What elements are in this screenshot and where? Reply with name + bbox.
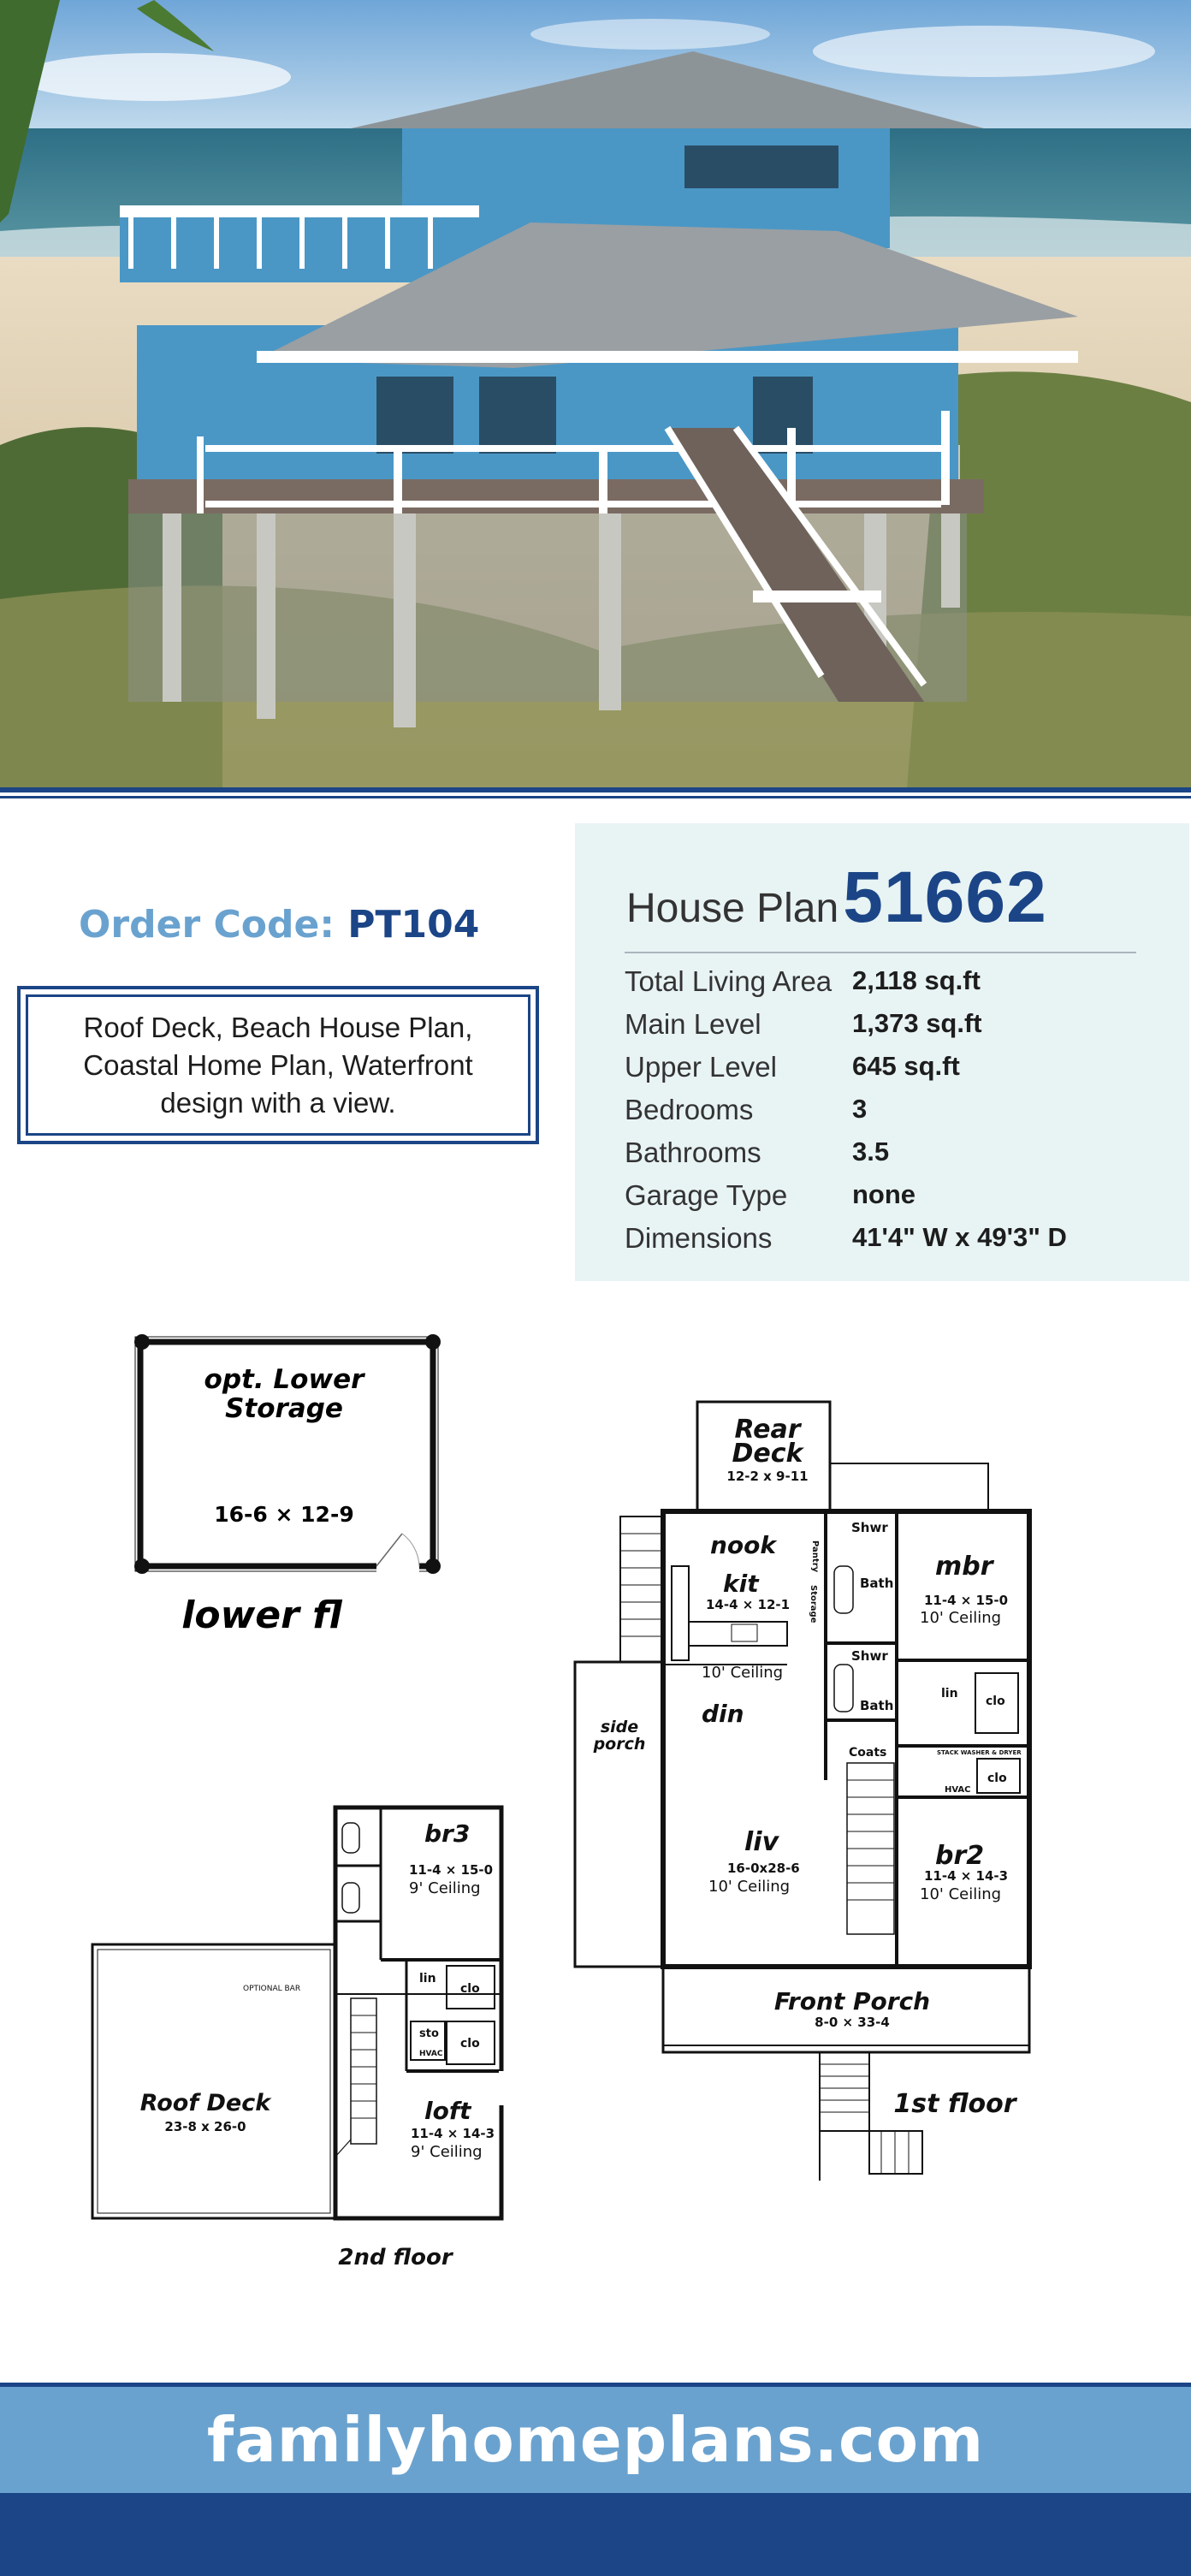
label-front-porch-dims: 8-0 × 33-4 [815, 2015, 890, 2030]
label-clo-4: clo [460, 2037, 480, 2051]
label-liv-ceiling: 10' Ceiling [708, 1878, 791, 1896]
floor-plans [0, 1284, 1191, 2379]
label-kit: kit [723, 1570, 759, 1598]
label-storage: Storage [809, 1585, 818, 1623]
label-shwr-1: Shwr [851, 1520, 888, 1535]
label-clo-1: clo [986, 1695, 1005, 1708]
label-loft: loft [424, 2097, 471, 2125]
label-nook: nook [710, 1531, 777, 1559]
label-mbr: mbr [935, 1552, 993, 1582]
plan-info-panel [575, 823, 1189, 1281]
order-code-value: PT104 [347, 903, 480, 947]
spec-label: Bathrooms [625, 1137, 761, 1168]
label-clo-3: clo [460, 1982, 480, 1996]
label-kit-ceiling: 10' Ceiling [702, 1664, 784, 1682]
spec-row [625, 1179, 1155, 1222]
spec-value: 3.5 [852, 1137, 890, 1166]
label-porch: porch [593, 1735, 646, 1754]
plan-title [626, 856, 1047, 939]
label-br3-dims: 11-4 × 15-0 [409, 1862, 494, 1878]
hero-divider [0, 787, 1191, 792]
site-name-link[interactable]: familyhomeplans.com [206, 2404, 985, 2476]
label-mbr-dims: 11-4 × 15-0 [924, 1593, 1009, 1608]
label-bath-2: Bath [860, 1698, 894, 1713]
second-floor-labels [140, 1819, 495, 2270]
footer-bottom-band [0, 2493, 1191, 2576]
plan-title-prefix: House Plan [626, 886, 839, 931]
house-rendering [0, 0, 1191, 787]
label-lin: lin [941, 1687, 958, 1701]
label-roof-deck-dims: 23-8 x 26-0 [164, 2119, 246, 2134]
label-mbr-ceiling: 10' Ceiling [920, 1609, 1002, 1627]
spec-label: Main Level [625, 1008, 761, 1040]
order-code [79, 903, 479, 947]
label-liv-dims: 16-0x28-6 [727, 1861, 800, 1876]
label-hvac-2: HVAC [419, 2050, 443, 2058]
label-br3-ceiling: 9' Ceiling [409, 1879, 481, 1897]
label-side: side [600, 1718, 639, 1736]
label-bath-1: Bath [860, 1576, 894, 1591]
spec-value: 645 sq.ft [852, 1051, 960, 1081]
label-shwr-2: Shwr [851, 1648, 888, 1664]
spec-value: 2,118 sq.ft [852, 965, 981, 995]
label-br2-dims: 11-4 × 14-3 [924, 1868, 1009, 1884]
spec-row [625, 965, 1155, 1008]
label-rear-deck-dims: 12-2 x 9-11 [726, 1469, 809, 1484]
label-stack: STACK WASHER & DRYER [937, 1749, 1022, 1756]
label-rear-deck: Rear [734, 1415, 801, 1445]
label-pantry: Pantry [810, 1540, 820, 1573]
spec-label: Total Living Area [625, 965, 833, 997]
label-clo-2: clo [987, 1772, 1007, 1785]
lower-floor-title: lower fl [181, 1594, 342, 1637]
first-floor-labels [593, 1415, 1022, 2119]
spec-value: none [852, 1179, 916, 1209]
footer-banner [0, 2387, 1191, 2493]
hero-divider-thin [0, 796, 1191, 798]
plan-number: 51662 [843, 857, 1047, 937]
plan-divider [625, 952, 1136, 953]
label-lin-2: lin [419, 1972, 436, 1985]
order-code-label: Order Code: [79, 903, 335, 947]
spec-value: 41'4" W x 49'3" D [852, 1222, 1067, 1252]
second-floor-title: 2nd floor [338, 2245, 453, 2270]
label-kit-dims: 14-4 × 12-1 [706, 1597, 791, 1612]
spec-label: Dimensions [625, 1222, 773, 1254]
label-coats: Coats [849, 1746, 887, 1760]
lower-room-label-2: Storage [225, 1393, 343, 1424]
lower-room-dims: 16-6 × 12-9 [214, 1502, 354, 1527]
spec-row [625, 1222, 1155, 1265]
first-floor-title: 1st floor [893, 2089, 1016, 2119]
lower-floor-plan [134, 1334, 441, 1637]
label-hvac: HVAC [945, 1785, 971, 1795]
spec-value: 1,373 sq.ft [852, 1008, 982, 1038]
label-loft-ceiling: 9' Ceiling [411, 2143, 483, 2161]
lower-room-label: opt. Lower [204, 1364, 364, 1395]
label-roof-deck: Roof Deck [139, 2090, 271, 2116]
spec-label: Bedrooms [625, 1094, 754, 1125]
label-sto: sto [419, 2027, 439, 2040]
label-optional-bar: OPTIONAL BAR [243, 1985, 301, 1993]
label-din: din [702, 1700, 744, 1728]
label-br3: br3 [424, 1819, 471, 1848]
spec-row [625, 1094, 1155, 1137]
plan-description: Roof Deck, Beach House Plan, Coastal Home Plan, Waterfront design with a view. [83, 1011, 473, 1119]
label-rear-deck-2: Deck [732, 1439, 803, 1469]
spec-row [625, 1137, 1155, 1179]
spec-row [625, 1008, 1155, 1051]
label-br2-ceiling: 10' Ceiling [920, 1885, 1002, 1903]
label-front-porch: Front Porch [773, 1987, 931, 2015]
description-box [17, 986, 539, 1144]
spec-label: Upper Level [625, 1051, 777, 1083]
spec-value: 3 [852, 1094, 868, 1124]
label-br2: br2 [935, 1841, 985, 1871]
label-liv: liv [744, 1827, 779, 1857]
spec-row [625, 1051, 1155, 1094]
label-loft-dims: 11-4 × 14-3 [411, 2126, 495, 2141]
spec-label: Garage Type [625, 1179, 788, 1211]
